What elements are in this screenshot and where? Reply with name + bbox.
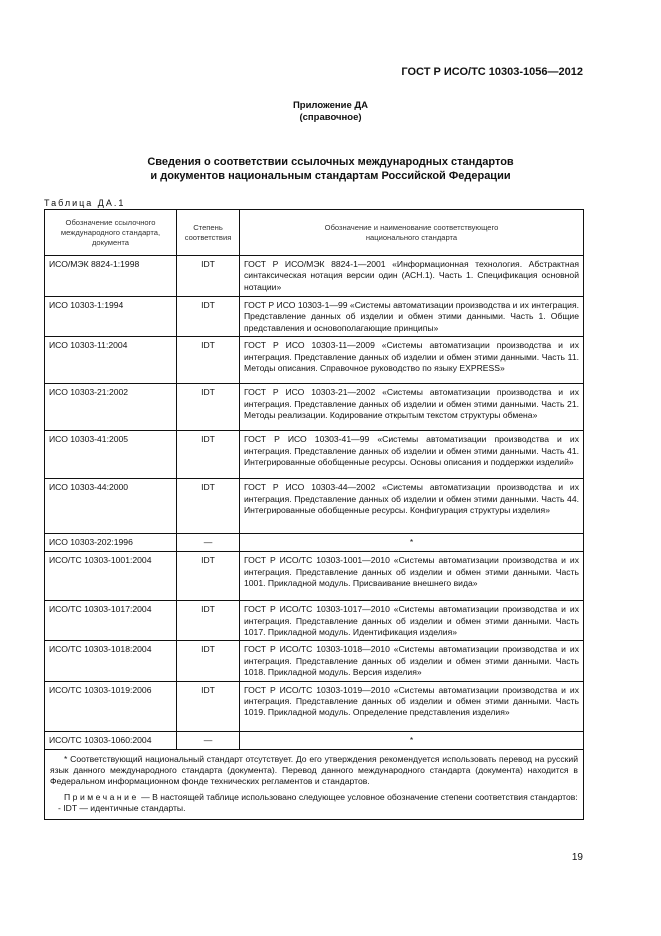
table-row [45, 552, 584, 601]
degree-cell: IDT [177, 681, 240, 731]
table-caption: Таблица ДА.1 [44, 198, 126, 208]
table-row [45, 641, 584, 681]
table-row [45, 681, 584, 731]
column-header: Обозначение ссылочного международного стандарта, документа [45, 210, 177, 256]
ref-standard-cell: ИСО 10303-11:2004 [45, 337, 177, 384]
national-standard-cell: ГОСТ Р ИСО 10303-41—99 «Системы автоматизации производства и их интеграция. Представление данных об изделии и обмен этими данными. Часть 41. Интегрированные обобщенные ресурсы. Основы описания и поддержки изделий» [240, 431, 584, 479]
document-header: ГОСТ Р ИСО/ТС 10303-1056—2012 [401, 66, 583, 78]
degree-cell: IDT [177, 337, 240, 384]
degree-cell: IDT [177, 601, 240, 641]
note-item: - IDT — идентичные стандарты. [58, 803, 186, 814]
ref-standard-cell: ИСО/ТС 10303-1001:2004 [45, 552, 177, 601]
degree-cell: IDT [177, 297, 240, 337]
note-text: — В настоящей таблице использовано следующее условное обозначение степени соответствия стандартов: [138, 791, 578, 802]
table-row [45, 534, 584, 552]
degree-cell: IDT [177, 431, 240, 479]
degree-cell: IDT [177, 384, 240, 431]
table-row [45, 731, 584, 749]
table-row [45, 256, 584, 297]
ref-standard-cell: ИСО 10303-202:1996 [45, 534, 177, 552]
appendix-heading [0, 100, 661, 124]
note [50, 792, 578, 803]
column-header: Степень соответствия [177, 210, 240, 256]
table-row [45, 601, 584, 641]
table-note-row [45, 749, 584, 819]
table-row [45, 431, 584, 479]
degree-cell: IDT [177, 641, 240, 681]
ref-standard-cell: ИСО 10303-44:2000 [45, 479, 177, 534]
national-standard-cell: ГОСТ Р ИСО/ТС 10303-1001—2010 «Системы автоматизации производства и их интеграция. Представление данных об изделии и обмен этими данными. Часть 1001. Прикладной модуль. Присваивание внешнего вида» [240, 552, 584, 601]
ref-standard-cell: ИСО/ТС 10303-1018:2004 [45, 641, 177, 681]
degree-cell: — [177, 534, 240, 552]
national-standard-cell: * [240, 534, 584, 552]
appendix-subtitle: (справочное) [299, 112, 362, 123]
table-row [45, 479, 584, 534]
appendix-title: Приложение ДА [292, 100, 369, 111]
table-row [45, 384, 584, 431]
ref-standard-cell: ИСО/ТС 10303-1019:2006 [45, 681, 177, 731]
section-title-line: Сведения о соответствии ссылочных международных стандартов [147, 156, 514, 168]
national-standard-cell: ГОСТ Р ИСО/ТС 10303-1018—2010 «Системы автоматизации производства и их интеграция. Представление данных об изделии и обмен этими данными. Часть 1018. Прикладной модуль. Версия изделия» [240, 641, 584, 681]
table-row [45, 337, 584, 384]
column-header: Обозначение и наименование соответствующего национального стандарта [240, 210, 584, 256]
degree-cell: — [177, 731, 240, 749]
ref-standard-cell: ИСО 10303-1:1994 [45, 297, 177, 337]
note-label: Примечание [64, 791, 139, 802]
degree-cell: IDT [177, 256, 240, 297]
ref-standard-cell: ИСО 10303-41:2005 [45, 431, 177, 479]
national-standard-cell: ГОСТ Р ИСО/ТС 10303-1017—2010 «Системы автоматизации производства и их интеграция. Представление данных об изделии и обмен этими данными. Часть 1017. Прикладной модуль. Идентификация изделия» [240, 601, 584, 641]
table-header-row [45, 210, 584, 256]
page-number: 19 [571, 852, 583, 863]
national-standard-cell: ГОСТ Р ИСО 10303-1—99 «Системы автоматизации производства и их интеграция. Представление данных об изделии и обмен этими данными. Часть 1. Общие представления и основополагающие принципы» [240, 297, 584, 337]
national-standard-cell: ГОСТ Р ИСО 10303-21—2002 «Системы автоматизации производства и их интеграция. Представление данных об изделии и обмен этими данными. Часть 21. Методы реализации. Кодирование открытым текстом структуры обмена» [240, 384, 584, 431]
national-standard-cell: ГОСТ Р ИСО 10303-11—2009 «Системы автоматизации производства и их интеграция. Представление данных об изделии и обмен этими данными. Часть 11. Методы описания. Справочное руководство по языку EXPRESS» [240, 337, 584, 384]
national-standard-cell: ГОСТ Р ИСО 10303-44—2002 «Системы автоматизации производства и их интеграция. Представление данных об изделии и обмен этими данными. Часть 44. Интегрированные обобщенные ресурсы. Конфигурация структуры изделия» [240, 479, 584, 534]
ref-standard-cell: ИСО/МЭК 8824-1:1998 [45, 256, 177, 297]
national-standard-cell: ГОСТ Р ИСО/МЭК 8824-1—2001 «Информационная технология. Абстрактная синтаксическая нотация версии один (АСН.1). Часть 1. Спецификация основной нотации» [240, 256, 584, 297]
table-row [45, 297, 584, 337]
national-standard-cell: * [240, 731, 584, 749]
ref-standard-cell: ИСО/ТС 10303-1060:2004 [45, 731, 177, 749]
footnote: * Соответствующий национальный стандарт отсутствует. До его утверждения рекомендуется использовать перевод на русский язык данного международного стандарта (документа). Перевод данного международного стандарта (документа) находится в Федеральном информационном фонде технических регламентов и стандартов. [50, 753, 578, 787]
section-title [0, 155, 661, 183]
ref-standard-cell: ИСО 10303-21:2002 [45, 384, 177, 431]
correspondence-table [44, 209, 584, 820]
ref-standard-cell: ИСО/ТС 10303-1017:2004 [45, 601, 177, 641]
national-standard-cell: ГОСТ Р ИСО/ТС 10303-1019—2010 «Системы автоматизации производства и их интеграция. Представление данных об изделии и обмен этими данными. Часть 1019. Прикладной модуль. Определение представления изделия» [240, 681, 584, 731]
degree-cell: IDT [177, 479, 240, 534]
degree-cell: IDT [177, 552, 240, 601]
section-title-line: и документов национальным стандартам Российской Федерации [150, 170, 511, 182]
